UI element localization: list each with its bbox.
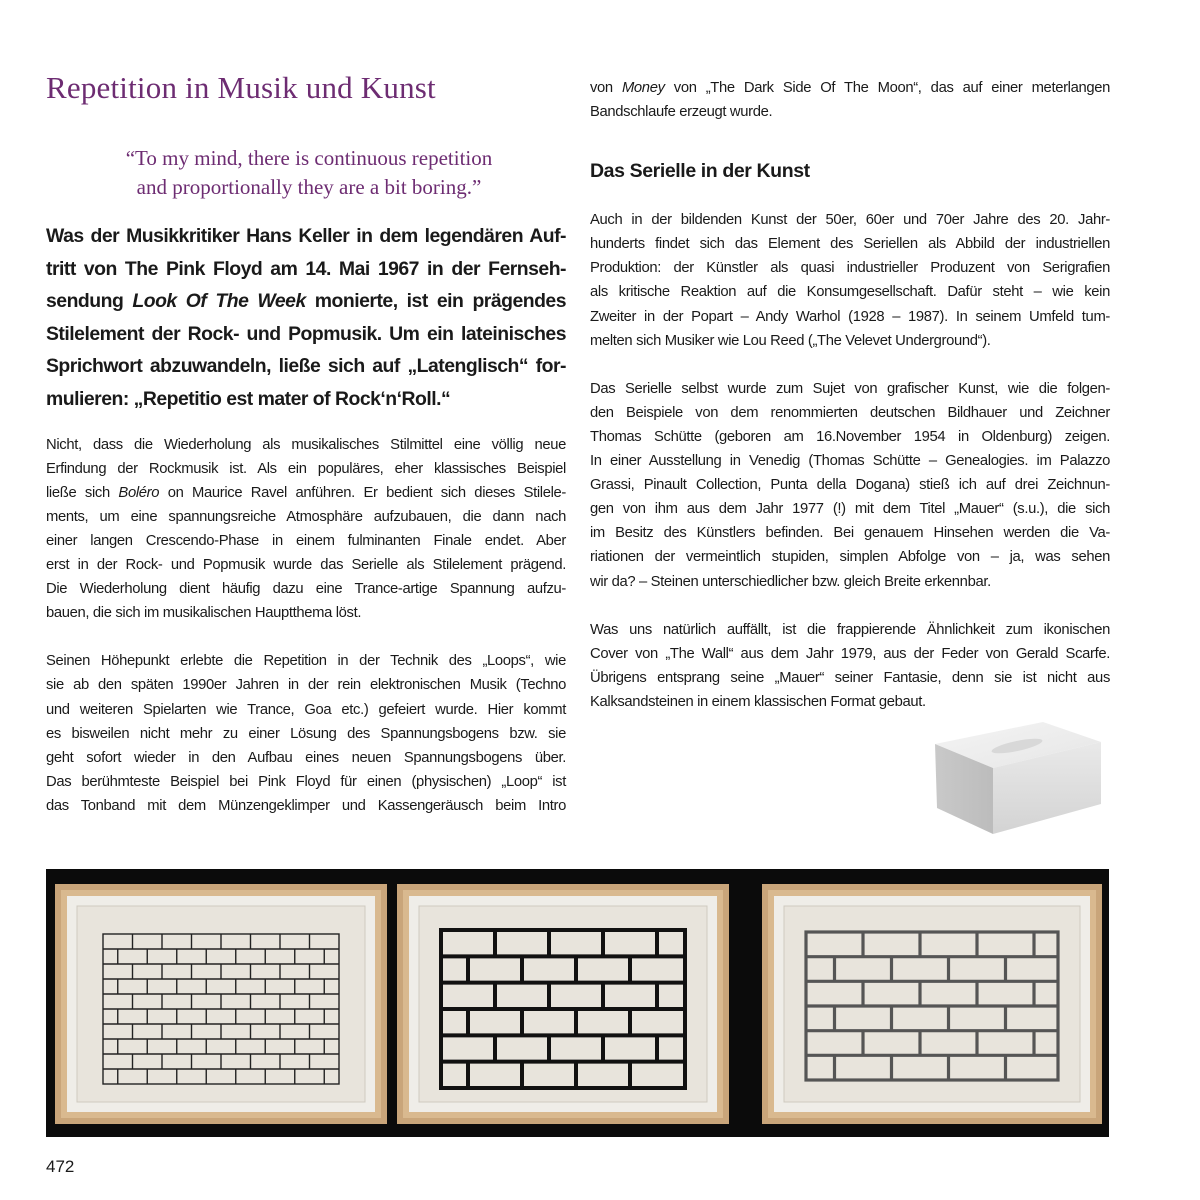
text-line [590,497,1110,521]
text-line [590,642,1110,666]
body-paragraph [590,208,1110,353]
right-column [590,76,1110,714]
text-run: Kalksandsteinen in einem klassischen Format gebaut. [590,693,926,710]
text-line [590,377,1110,401]
text-run: Seinen Höhepunkt erlebte die Repetition in der Technik des „Loops“, wie [46,653,566,670]
text-run: hunderts findet sich das Element des Seriellen als Abbild der industriellen [590,236,1110,253]
text-line [590,280,1110,304]
text-line [46,746,566,770]
italic-title: Boléro [118,484,160,501]
text-line [590,521,1110,545]
text-run: Bandschlaufe erzeugt wurde. [590,104,773,121]
text-run: einer langen Crescendo-Phase in einem fulminanten Finale endet. Aber [46,532,566,549]
text-line [590,305,1110,329]
text-line [46,253,566,286]
text-line [46,433,566,457]
text-line [590,208,1110,232]
text-line [590,545,1110,569]
text-run: bauen, die sich im musikalischen Hauptthema löst. [46,605,362,622]
text-line [590,256,1110,280]
text-run: sie ab den späten 1990er Jahren in der rein elektronischen Musik (Techno [46,677,566,694]
text-run: Übrigens entsprang seine „Mauer“ seiner Fantasie, denn sie ist nicht aus [590,669,1110,686]
text-run: Thomas Schütte (geboren am 16.November 1954 in Oldenburg) zeigen. [590,428,1110,445]
text-run: gen von ihm aus dem Jahr 1977 (!) mit dem Titel „Mauer“ (s.u.), die sich [590,501,1110,518]
text-run: den Beispiele von dem renommierten deutschen Bildhauer und Zeichner [590,404,1110,421]
text-line [590,401,1110,425]
quote-line: and proportionally they are a bit boring.” [136,175,482,199]
body-paragraph [590,618,1110,714]
left-column [46,70,566,818]
text-line [46,601,566,625]
text-run: geht sofort wieder in den Aufbau eines neuen Spannungsbogens über. [46,749,566,766]
mauer-photo-gallery [46,869,1109,1137]
text-run: Stilelement der Rock- und Popmusik. Um ein lateinisches [46,322,566,345]
italic-title: Money [621,80,665,96]
text-line [590,618,1110,642]
text-run: von [590,80,622,96]
text-line [46,505,566,529]
text-run: Das Serielle selbst wurde zum Sujet von grafischer Kunst, wie die folgen- [590,380,1110,397]
body-paragraph [46,433,566,626]
italic-title: Look Of The Week [132,290,306,313]
text-run: monierte, ist ein prägendes [305,290,567,313]
text-run: als kritische Reaktion auf die Konsumgesellschaft. Dafür steht – wie kein [590,284,1110,301]
text-run: und weiteren Spielarten wie Trance, Goa etc.) gefeiert wurde. Hier kommt [46,701,566,718]
text-run: ments, um eine spannungsreiche Atmosphäre aufzubauen, die dann nach [46,508,566,525]
text-line [590,570,1110,594]
text-run: Erfindung der Rockmusik ist. Als ein populäres, eher klassisches Beispiel [46,460,566,477]
text-run: Die Wiederholung dient häufig dazu eine Trance-artige Spannung aufzu- [46,581,566,598]
text-run: ließe sich [46,484,119,501]
text-line [46,722,566,746]
right-intro-text [590,76,1110,124]
text-run: melten sich Musiker wie Lou Reed („The Velevet Underground“). [590,332,991,349]
text-run: Cover von „The Wall“ aus dem Jahr 1979, aus der Feder von Gerald Scarfe. [590,645,1110,662]
text-line [590,329,1110,353]
text-line [46,698,566,722]
text-run: von „The Dark Side Of The Moon“, das auf einer meterlangen [664,80,1110,96]
quote-line: “To my mind, there is continuous repetition [125,146,493,170]
article-title: Repetition in Musik und Kunst [46,70,436,105]
text-line [46,673,566,697]
text-line [46,481,566,505]
text-line [46,794,566,818]
body-paragraph [590,377,1110,594]
section-subheading: Das Serielle in der Kunst [590,160,810,183]
text-line [590,425,1110,449]
text-run: Grassi, Pinault Collection, Punta della Dogana) stieß ich auf drei Zeichnun- [590,477,1110,494]
text-line [590,666,1110,690]
left-body-text [46,433,566,818]
text-run: wir da? – Steinen unterschiedlicher bzw. gleich Breite erkennbar. [590,573,991,590]
text-line [46,285,566,318]
text-line [46,770,566,794]
text-run: Produktion: der Künstler als quasi industrieller Produzent von Serigrafien [590,260,1110,277]
framed-drawing-1 [55,884,387,1124]
body-paragraph [46,649,566,818]
lead-paragraph [46,220,566,416]
text-run: sendung [46,290,133,313]
text-line [46,577,566,601]
pull-quote [46,144,566,202]
text-run: on Maurice Ravel anführen. Er bedient sich dieses Stilele- [159,484,566,501]
text-line [46,553,566,577]
text-line [46,350,566,383]
text-line [590,232,1110,256]
text-run: Was uns natürlich auffällt, ist die frappierende Ähnlichkeit zum ikonischen [590,621,1110,638]
text-line [590,100,1110,124]
text-run: tritt von The Pink Floyd am 14. Mai 1967 in der Fernseh- [46,257,566,280]
text-line [46,318,566,351]
text-run: erst in der Rock- und Popmusik wurde das Serielle als Stilelement prägend. [46,557,566,574]
text-run: Auch in der bildenden Kunst der 50er, 60er und 70er Jahre des 20. Jahr- [590,212,1110,229]
text-run: im Besitz des Künstlers befinden. Bei genauem Hinsehen werden die Va- [590,525,1110,542]
text-line [46,383,566,416]
text-run: riationen der vermeintlich stupiden, simplen Abfolge von – ja, was sehen [590,549,1110,566]
text-run: In einer Ausstellung in Venedig (Thomas Schütte – Genealogies. im Palazzo [590,453,1110,470]
brick-image [925,708,1110,843]
framed-drawing-2 [397,884,729,1124]
text-run: Sprichwort abzuwandeln, ließe sich auf „Latenglisch“ for- [46,355,566,378]
text-run: Nicht, dass die Wiederholung als musikalisches Stilmittel eine völlig neue [46,436,566,453]
text-run: Das berühmteste Beispiel bei Pink Floyd für einen (physischen) „Loop“ ist [46,773,566,790]
text-line [590,473,1110,497]
text-run: mulieren: „Repetitio est mater of Rock‘n‘Roll.“ [46,387,451,410]
text-line [46,457,566,481]
text-line [590,449,1110,473]
right-body-text [590,208,1110,714]
text-line [590,76,1110,100]
text-run: das Tonband mit dem Münzengeklimper und Kassengeräusch beim Intro [46,797,566,814]
text-run: Zweiter in der Popart – Andy Warhol (1928 – 1987). In seinem Umfeld tum- [590,308,1110,325]
text-run: es bisweilen nicht mehr zu einer Lösung des Spannungsbogens bzw. sie [46,725,566,742]
framed-drawing-3 [762,884,1102,1124]
text-line [46,529,566,553]
text-line [46,649,566,673]
page-number: 472 [46,1157,75,1176]
text-line [46,220,566,253]
text-run: Was der Musikkritiker Hans Keller in dem legendären Auf- [46,225,566,247]
